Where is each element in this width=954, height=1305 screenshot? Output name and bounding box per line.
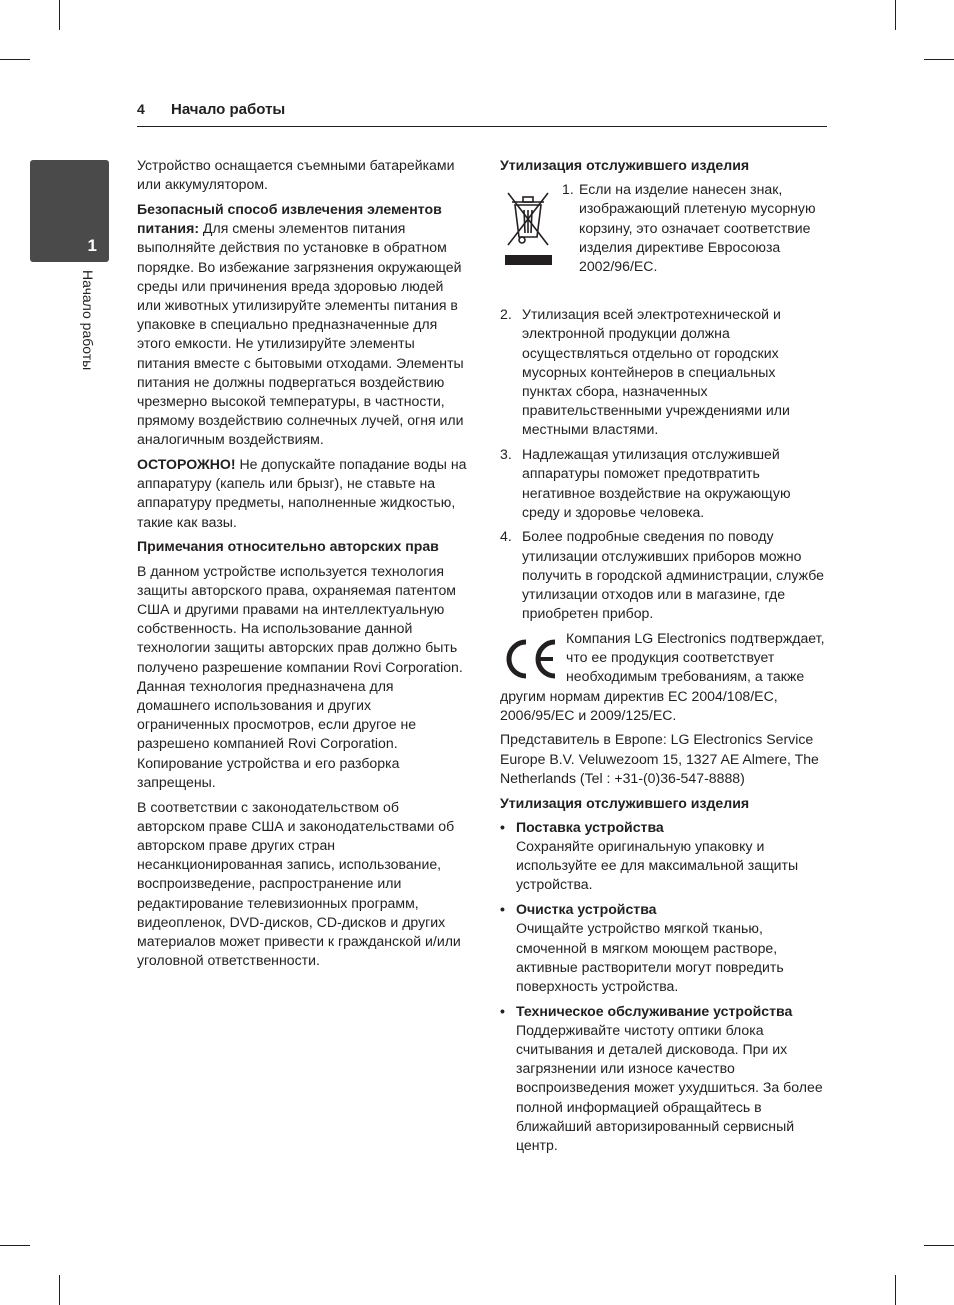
- list-item: [500, 305, 825, 439]
- copyright-law-paragraph: В соответствии с законодательством об авторском праве США и законодательствами об авторском праве других стран несанкционированная запись, использование, воспроизведение, распространение или редактирование телевизионных программ, видеопленок, DVD-дисков, CD-дисков и других материалов может привести к гражданской и/или уголовной ответственности.: [137, 798, 461, 969]
- ce-mark-icon: [500, 637, 560, 681]
- caution-label: ОСТОРОЖНО!: [137, 456, 236, 473]
- list-item: [500, 1002, 825, 1156]
- item-text: Утилизация всей электротехнической и электронной продукции должна осуществляться отдельно от городских мусорных контейнеров в специальных пунктах сбора, назначенных правительственными учреждениями или местными властями.: [522, 306, 790, 438]
- battery-removal-heading: Безопасный способ извлечения элементов питания:: [137, 200, 442, 237]
- bullet-text: Сохраняйте оригинальную упаковку и используйте ее для максимальной защиты устройства.: [516, 837, 799, 893]
- chapter-side-label: Начало работы: [80, 270, 96, 371]
- item-number: 4.: [500, 528, 512, 545]
- page-header: [137, 100, 827, 127]
- bullet-icon: •: [500, 818, 505, 835]
- battery-paragraph: Устройство оснащается съемными батарейками или аккумулятором.: [137, 157, 455, 193]
- ce-text: Компания LG Electronics подтверждает, что ее продукция соответствует необходимым требованиям, а также другим нормам директив EC 2004/108/EC, 2006/95/EC и 2009/125/EC.: [500, 629, 825, 723]
- ce-section: [500, 629, 825, 725]
- representative-paragraph: Представитель в Европе: LG Electronics Service Europe B.V. Veluwezoom 15, 1327 AE Almere, The Netherlands (Tel : +31-(0)36-547-8888): [500, 731, 819, 786]
- chapter-tab: [30, 160, 109, 262]
- weee-section: [500, 180, 825, 305]
- chapter-number: 1: [87, 236, 97, 255]
- bullet-label: Поставка устройства: [516, 818, 664, 835]
- item-text: Более подробные сведения по поводу утилизации отслуживших приборов можно получить в городской администрации, службе утилизации отходов или в магазине, где приобретен прибор.: [522, 528, 824, 622]
- item-number: 3.: [500, 446, 512, 463]
- page-title: Начало работы: [171, 101, 286, 118]
- crop-mark: [924, 1245, 954, 1246]
- crop-mark: [895, 0, 896, 30]
- caution-paragraph: [137, 455, 467, 532]
- crop-mark: [924, 59, 954, 60]
- bullet-text: Поддерживайте чистоту оптики блока считывания и деталей дисковода. При их загрязнении или износе качество воспроизведения может ухудшиться. За более полной информацией обращайтесь в ближайший авторизированный сервисный центр.: [516, 1021, 823, 1154]
- bullet-text: Очищайте устройство мягкой тканью, смоченной в мягком моющем растворе, активные растворители могут повредить поверхность устройства.: [516, 920, 784, 994]
- right-column: [500, 156, 825, 1161]
- list-item: [500, 527, 825, 623]
- page-number: 4: [137, 101, 145, 117]
- disposal-heading: Утилизация отслужившего изделия: [500, 157, 750, 173]
- item-text: Надлежащая утилизация отслужившей аппаратуры поможет предотвратить негативное воздействие на окружающую среду и здоровье человека.: [522, 446, 791, 520]
- item-text: Если на изделие нанесен знак, изображающий плетеную мусорную корзину, это означает соответствие изделия директиве Евросоюза 2002/96/EC.: [579, 181, 816, 275]
- care-list: [500, 818, 825, 1155]
- list-item: [500, 900, 825, 996]
- crop-mark: [59, 1275, 60, 1305]
- bullet-icon: •: [500, 901, 505, 918]
- caution-text: Не допускайте попадание воды на аппаратуру (капель или брызг), не ставьте на аппаратуру предметы, наполненные жидкостью, такие как вазы.: [137, 456, 467, 530]
- copyright-paragraph: В данном устройстве используется технология защиты авторского права, охраняемая патентом США и другими правами на интеллектуальную собственность. На использование данной технологии защиты авторских прав должно быть получено разрешение компании Rovi Corporation. Данная технология предназначена для домашнего использования и других ограниченных просмотров, если другое не разрешено компанией Rovi Corporation. Копирование устройства и его разборка запрещены.: [137, 562, 463, 790]
- item-number: 2.: [500, 306, 512, 323]
- bullet-label: Техническое обслуживание устройства: [516, 1002, 793, 1019]
- crop-mark: [0, 1245, 30, 1246]
- list-item: [500, 818, 825, 895]
- crossed-out-wheelie-bin-icon: [500, 185, 556, 267]
- crop-mark: [59, 0, 60, 30]
- battery-removal-paragraph: [137, 200, 467, 450]
- disposal-heading-2: Утилизация отслужившего изделия: [500, 794, 750, 811]
- left-column: [137, 156, 467, 976]
- disposal-list: [500, 305, 825, 623]
- list-item: [500, 445, 825, 522]
- item-number: 1.: [562, 181, 574, 198]
- bullet-label: Очистка устройства: [516, 901, 657, 918]
- copyright-heading: Примечания относительно авторских прав: [137, 538, 439, 555]
- disposal-item: [562, 180, 825, 276]
- crop-mark: [895, 1275, 896, 1305]
- crop-mark: [0, 59, 30, 60]
- bullet-icon: •: [500, 1002, 505, 1019]
- battery-removal-text: Для смены элементов питания выполняйте действия по установке в обратном порядке. Во избежание загрязнения окружающей среды или причинения вреда здоровью людей или животных утилизируйте элементы питания в упаковке в специально предназначенные для этого емкости. Не утилизируйте элементы питания вместе с бытовыми отходами. Элементы питания не должны подвергаться воздействию чрезмерно высокой температуры, в частности, прямому воздействию солнечных лучей, огня или аналогичным воздействиям.: [137, 220, 464, 448]
